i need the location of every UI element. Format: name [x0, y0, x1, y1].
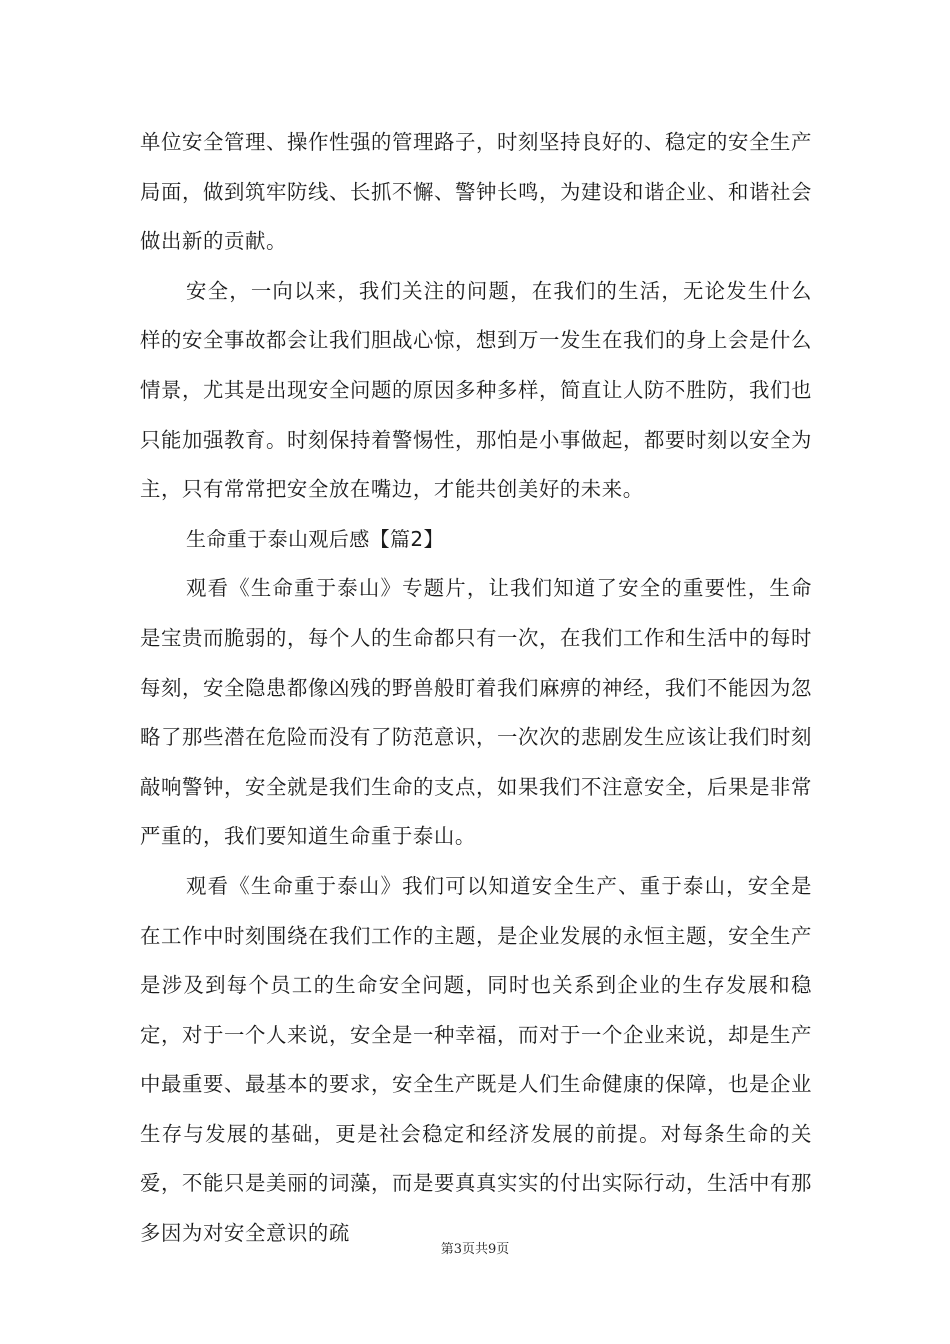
- paragraph-3: 观看《生命重于泰山》专题片，让我们知道了安全的重要性，生命是宝贵而脆弱的，每个人的生命都只有一次，在我们工作和生活中的每时每刻，安全隐患都像凶残的野兽般盯着我们麻痹的神经，我们不能因为忽略了那些潜在危险而没有了防范意识，一次次的悲剧发生应该让我们时刻敲响警钟，安全就是我们生命的支点，如果我们不注意安全，后果是非常严重的，我们要知道生命重于泰山。: [140, 576, 812, 849]
- page-number-footer: 第3页共9页: [440, 1242, 510, 1257]
- document-body: [140, 118, 812, 1259]
- section-heading: 生命重于泰山观后感【篇2】: [186, 526, 444, 551]
- paragraph-2: 安全，一向以来，我们关注的问题，在我们的生活，无论发生什么样的安全事故都会让我们胆战心惊，想到万一发生在我们的身上会是什么情景，尤其是出现安全问题的原因多种多样，简直让人防不胜防，我们也只能加强教育。时刻保持着警惕性，那怕是小事做起，都要时刻以安全为主，只有常常把安全放在嘴边，才能共创美好的未来。: [140, 278, 812, 502]
- paragraph-1: 单位安全管理、操作性强的管理路子，时刻坚持良好的、稳定的安全生产局面，做到筑牢防线、长抓不懈、警钟长鸣，为建设和谐企业、和谐社会做出新的贡献。: [140, 130, 812, 254]
- paragraph-4: 观看《生命重于泰山》我们可以知道安全生产、重于泰山，安全是在工作中时刻围绕在我们工作的主题，是企业发展的永恒主题，安全生产是涉及到每个员工的生命安全问题，同时也关系到企业的生存发展和稳定，对于一个人来说，安全是一种幸福，而对于一个企业来说，却是生产中最重要、最基本的要求，安全生产既是人们生命健康的保障，也是企业生存与发展的基础，更是社会稳定和经济发展的前提。对每条生命的关爱，不能只是美丽的词藻，而是要真真实实的付出实际行动，生活中有那多因为对安全意识的疏: [140, 873, 812, 1246]
